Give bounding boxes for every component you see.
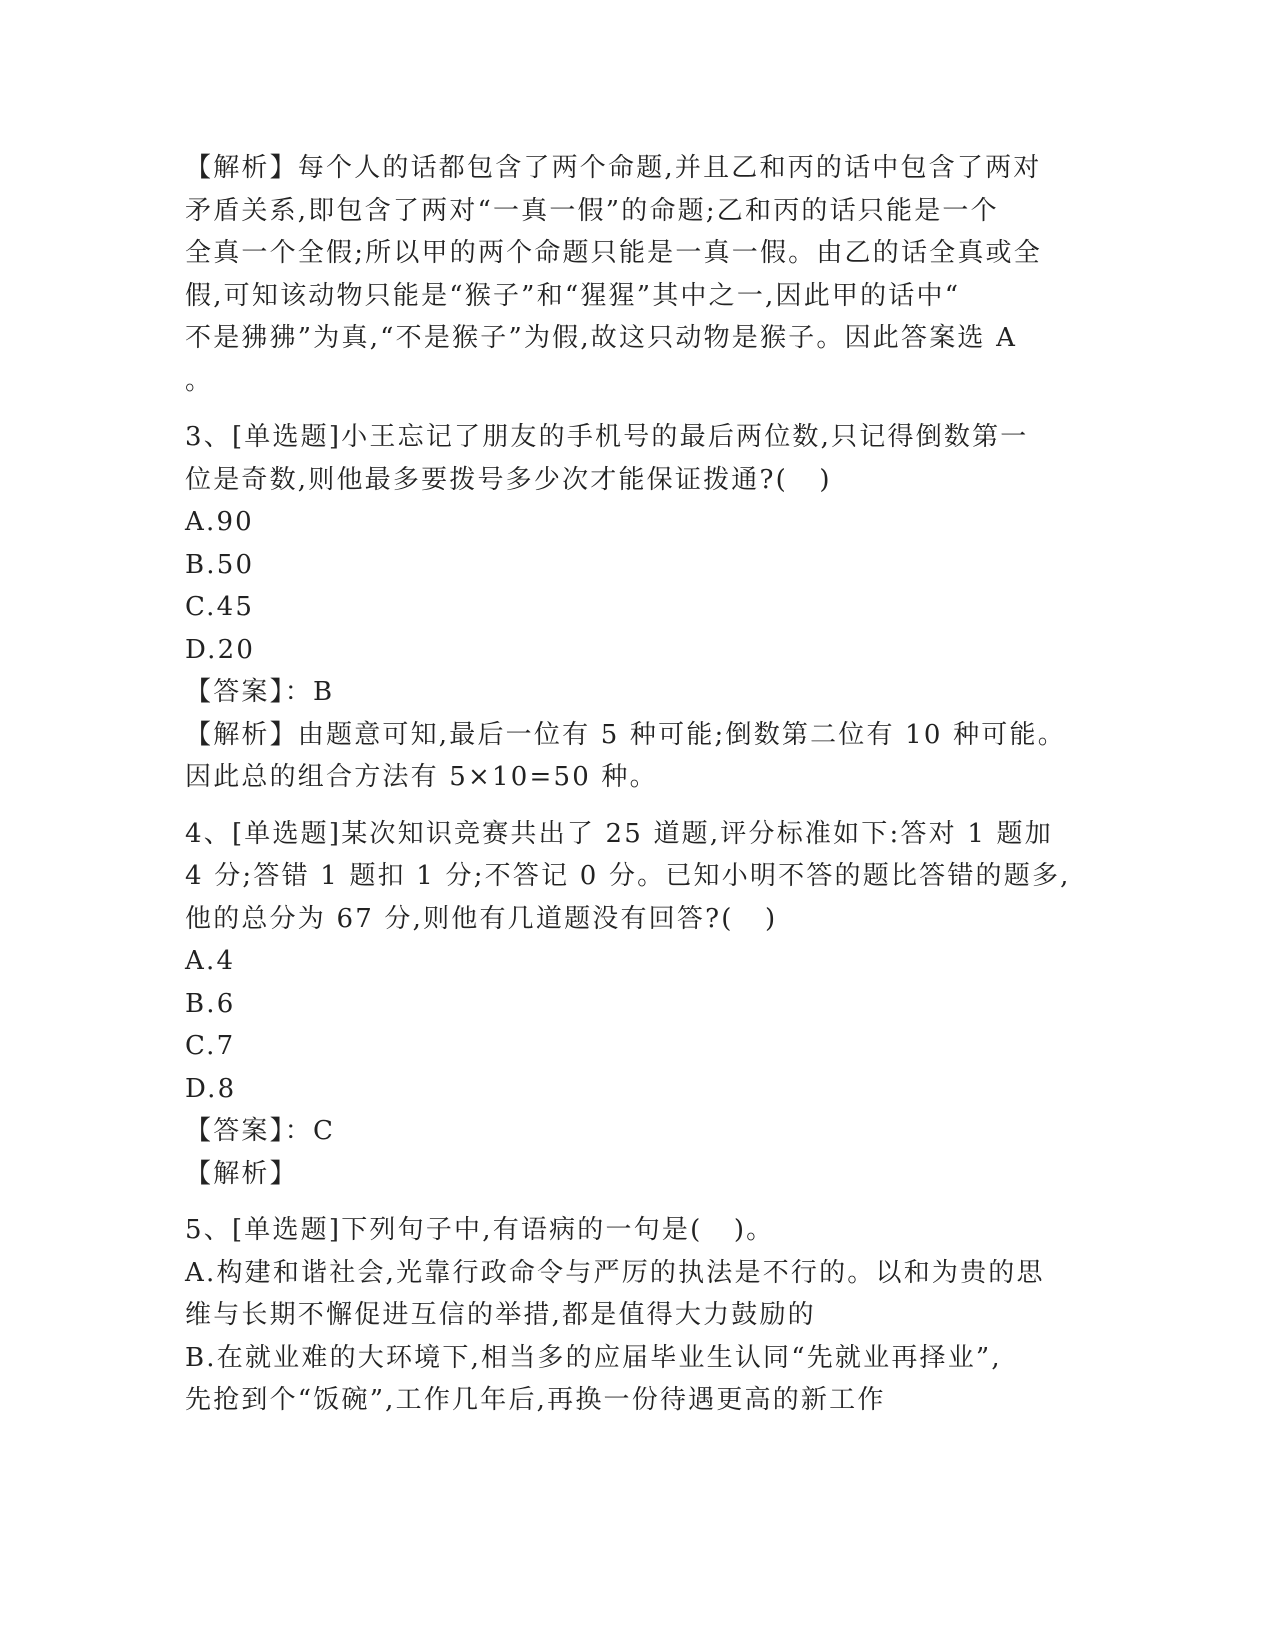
text-line: 【解析】每个人的话都包含了两个命题,并且乙和丙的话中包含了两对 xyxy=(185,153,1042,183)
text-line: 全真一个全假;所以甲的两个命题只能是一真一假。由乙的话全真或全 xyxy=(185,238,1042,268)
option-b: B.50 xyxy=(185,549,255,580)
text-line: 假,可知该动物只能是“猴子”和“猩猩”其中之一,因此甲的话中“ xyxy=(185,280,961,311)
question-stem-line: 4、[单选题]某次知识竞赛共出了 25 道题,评分标准如下:答对 1 题加 xyxy=(185,818,1053,849)
analysis-block-q2 xyxy=(185,147,1085,402)
document-page xyxy=(185,147,1085,1422)
question-stem-line: 4 分;答错 1 题扣 1 分;不答记 0 分。已知小明不答的题比答错的题多, xyxy=(185,861,1071,891)
question-stem-line: 位是奇数,则他最多要拨号多少次才能保证拨通?( ) xyxy=(185,464,832,495)
option-d: D.8 xyxy=(185,1073,237,1104)
option-b: B.6 xyxy=(185,988,236,1019)
option-a: A.4 xyxy=(185,946,236,976)
question-stem-line: 5、[单选题]下列句子中,有语病的一句是( )。 xyxy=(185,1215,775,1245)
option-c: C.7 xyxy=(185,1031,236,1061)
answer-line: 【答案】：C xyxy=(185,1116,336,1146)
question-5 xyxy=(185,1209,1085,1422)
answer-line: 【答案】：B xyxy=(185,677,335,707)
analysis-line: 【解析】 xyxy=(185,1158,298,1189)
question-stem-line: 他的总分为 67 分,则他有几道题没有回答?( ) xyxy=(185,903,778,934)
question-stem-line: 3、[单选题]小王忘记了朋友的手机号的最后两位数,只记得倒数第一 xyxy=(185,422,1029,452)
analysis-line: 因此总的组合方法有 5×10=50 种。 xyxy=(185,762,658,792)
analysis-line: 【解析】由题意可知,最后一位有 5 种可能;倒数第二位有 10 种可能。 xyxy=(185,719,1066,750)
option-a: A.90 xyxy=(185,507,254,537)
option-c: C.45 xyxy=(185,592,255,622)
option-a-continued: 维与长期不懈促进互信的举措,都是值得大力鼓励的 xyxy=(185,1300,816,1330)
question-3 xyxy=(185,416,1085,799)
question-4 xyxy=(185,813,1085,1196)
text-line: 。 xyxy=(185,365,214,396)
text-line: 矛盾关系,即包含了两对“一真一假”的命题;乙和丙的话只能是一个 xyxy=(185,195,999,226)
option-b: B.在就业难的大环境下,相当多的应届毕业生认同“先就业再择业”, xyxy=(185,1342,1002,1373)
text-line: 不是狒狒”为真,“不是猴子”为假,故这只动物是猴子。因此答案选 A xyxy=(185,323,1018,353)
option-d: D.20 xyxy=(185,634,256,665)
option-b-continued: 先抢到个“饭碗”,工作几年后,再换一份待遇更高的新工作 xyxy=(185,1385,886,1415)
option-a: A.构建和谐社会,光靠行政命令与严厉的执法是不行的。以和为贵的思 xyxy=(185,1257,1045,1288)
